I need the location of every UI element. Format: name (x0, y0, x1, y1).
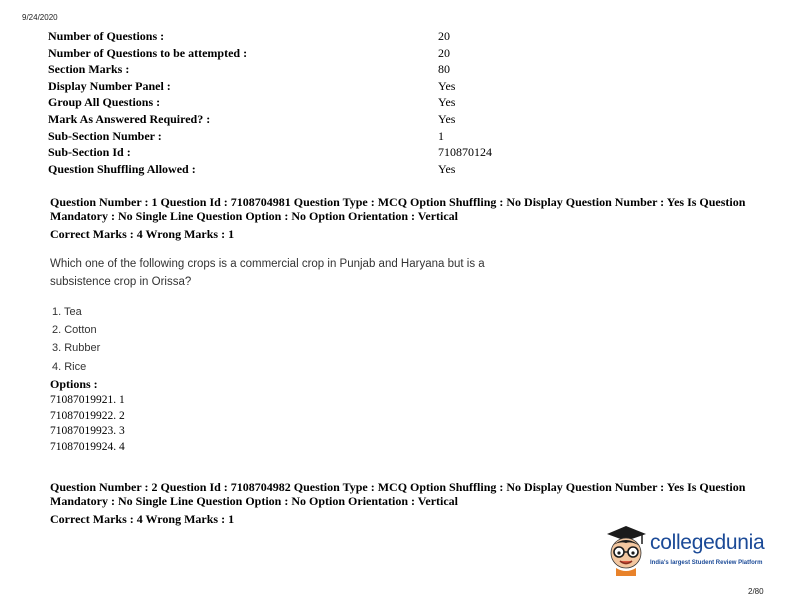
info-label: Sub-Section Number : (48, 128, 162, 143)
info-value: Yes (438, 111, 456, 126)
question-1-text: Which one of the following crops is a commercial crop in Punjab and Haryana but is a subsistence crop in Orissa? (50, 258, 485, 288)
collegedunia-logo (604, 522, 774, 576)
info-label: Display Number Panel : (48, 78, 171, 93)
choice-item: 2. Cotton (52, 324, 97, 337)
info-label: Number of Questions to be attempted : (48, 45, 248, 60)
option-id-item: 71087019923. 3 (50, 425, 125, 437)
question-2-marks: Correct Marks : 4 Wrong Marks : 1 (50, 512, 235, 526)
info-value: 20 (438, 29, 450, 43)
question-1-header: Question Number : 1 Question Id : 7108704981 Question Type : MCQ Option Shuffling : No Display Question Number : Yes Is Question Mandatory : No Single Line Question Option : No Option Orientation : Vertical (50, 195, 746, 223)
question-2-header: Question Number : 2 Question Id : 7108704982 Question Type : MCQ Option Shuffling : No Display Question Number : Yes Is Question Mandatory : No Single Line Question Option : No Option Orientation : Vertical (50, 480, 746, 508)
print-date: 9/24/2020 (22, 13, 58, 22)
info-value: Yes (438, 161, 456, 176)
question-1-choices (52, 303, 100, 376)
choice-item: 3. Rubber (52, 342, 101, 355)
info-label: Group All Questions : (48, 95, 161, 110)
logo-tagline: India's largest Student Review Platform (650, 560, 763, 566)
info-value: 710870124 (438, 145, 492, 160)
option-id-item: 71087019922. 2 (50, 409, 125, 422)
info-value: 20 (438, 45, 450, 60)
info-value: 80 (438, 62, 450, 77)
info-label: Number of Questions : (48, 29, 165, 43)
option-id-item: 71087019924. 4 (50, 440, 125, 453)
option-id-item: 71087019921. 1 (50, 394, 125, 406)
page-number: 2/80 (748, 587, 764, 596)
info-value: Yes (438, 95, 456, 110)
options-list (50, 393, 125, 455)
info-label: Section Marks : (48, 62, 130, 77)
choice-item: 1. Tea (52, 306, 82, 318)
info-label: Sub-Section Id : (48, 145, 131, 160)
options-label: Options : (50, 377, 98, 391)
choice-item: 4. Rice (52, 360, 87, 373)
question-1-marks: Correct Marks : 4 Wrong Marks : 1 (50, 227, 235, 241)
info-label: Question Shuffling Allowed : (48, 161, 196, 176)
info-value: 1 (438, 128, 444, 143)
logo-name: collegedunia (650, 531, 765, 554)
info-label: Mark As Answered Required? : (48, 111, 211, 126)
info-value: Yes (438, 78, 456, 93)
mascot-icon (604, 522, 650, 576)
